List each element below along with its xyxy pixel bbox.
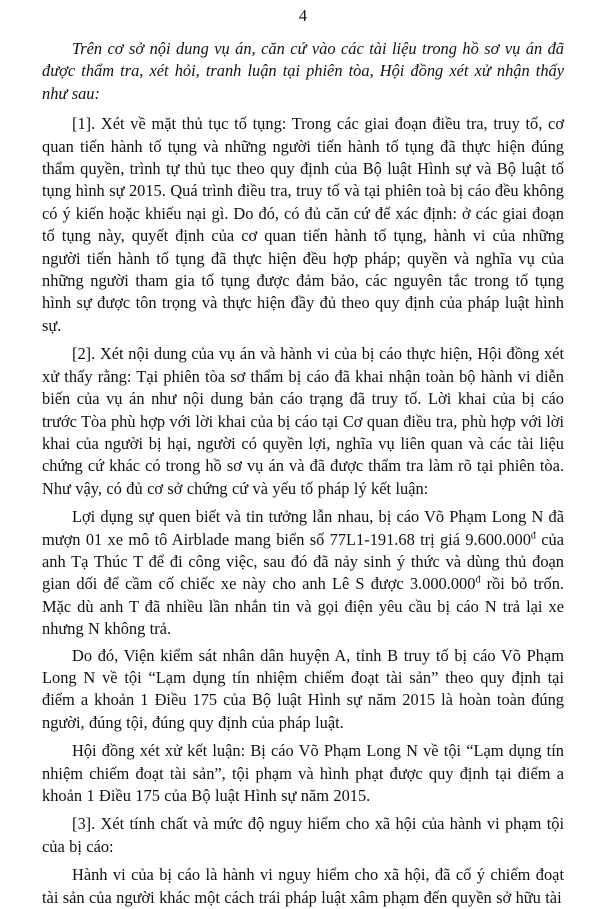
facts-text-1: Lợi dụng sự quen biết và tin tưởng lẫn nhau, bị cáo Võ Phạm Long N đã mượn 01 xe mô tô Airblade mang biển số 77L1-191.68 trị giá 9.600.000 <box>42 507 564 549</box>
currency-mark: đ <box>475 574 481 586</box>
currency-mark: đ <box>530 530 536 542</box>
section-3-heading: [3]. Xét tính chất và mức độ nguy hiểm cho xã hội của hành vi phạm tội của bị cáo: <box>42 814 564 856</box>
intro-paragraph: Trên cơ sở nội dung vụ án, căn cứ vào các tài liệu trong hồ sơ vụ án đã được thẩm tra, xét hỏi, tranh luận tại phiên tòa, Hội đồng xét xử nhận thấy như sau: <box>42 39 564 103</box>
section-1-procedure: [1]. Xét về mặt thủ tục tố tụng: Trong các giai đoạn điều tra, truy tố, cơ quan tiến hành tố tụng và những người tiến hành tố tụng đã thực hiện đúng thẩm quyền, trình tự thủ tục theo quy định của Bộ luật Hình sự và Bộ luật tố tụng hình sự 2015. Quá trình điều tra, truy tố và tại phiên toà bị cáo đều không có ý kiến hoặc khiếu nại gì. Do đó, có đủ căn cứ để xác định: ở các giai đoạn tố tụng này, quyết định của cơ quan tiến hành tố tụng, hành vi của những người tiến hành tố tụng đã thực hiện đều hợp pháp; quyền và nghĩa vụ của những người tham gia tố tụng được đảm bảo, các nguyên tắc trong tố tụng hình sự được tôn trọng và thực hiện đầy đủ theo quy định của pháp luật hình sự. <box>42 114 564 335</box>
facts-paragraph <box>42 506 564 640</box>
prosecution-paragraph: Do đó, Viện kiểm sát nhân dân huyện A, tỉnh B truy tố bị cáo Võ Phạm Long N về tội “Lạm dụng tín nhiệm chiếm đoạt tài sản” theo quy định tại điểm a khoản 1 Điều 175 của Bộ luật Hình sự năm 2015 là hoàn toàn đúng người, đúng tội, đúng quy định của pháp luật. <box>42 645 564 732</box>
page-number: 4 <box>298 6 308 25</box>
facts-text-2: của anh Tạ Thúc T để đi công việc, sau đó đã nảy sinh ý thức và dùng thủ đoạn gian dối để cầm cố chiếc xe này cho anh Lê S được 3.000.000 <box>42 529 564 594</box>
behavior-paragraph: Hành vi của bị cáo là hành vi nguy hiểm cho xã hội, đã cố ý chiếm đoạt tài sản của người khác một cách trái pháp luật xâm phạm đến quyền sở hữu tài <box>42 865 564 907</box>
section-2-content: [2]. Xét nội dung của vụ án và hành vi của bị cáo thực hiện, Hội đồng xét xử thấy rằng: Tại phiên tòa sơ thẩm bị cáo đã khai nhận toàn bộ hành vi diễn biến của vụ án như nội dung bản cáo trạng đã truy tố. Lời khai của bị cáo trước Tòa phù hợp với lời khai của bị cáo tại Cơ quan điều tra, phù hợp với lời khai của người bị hại, người có quyền lợi, nghĩa vụ liên quan và các tài liệu chứng cứ khác có trong hồ sơ vụ án và đã được thẩm tra làm rõ tại phiên tòa. Như vậy, có đủ cơ sở chứng cứ và yếu tố pháp lý kết luận: <box>42 344 564 498</box>
conclusion-paragraph: Hội đồng xét xử kết luận: Bị cáo Võ Phạm Long N về tội “Lạm dụng tín nhiệm chiếm đoạt tài sản”, tội phạm và hình phạt được quy định tại điểm a khoản 1 Điều 175 của Bộ luật Hình sự năm 2015. <box>42 741 564 805</box>
facts-text-3: rồi bỏ trốn. Mặc dù anh T đã nhiều lần nhắn tin và gọi điện yêu cầu bị cáo N trả lại xe nhưng N không trả. <box>42 574 564 639</box>
